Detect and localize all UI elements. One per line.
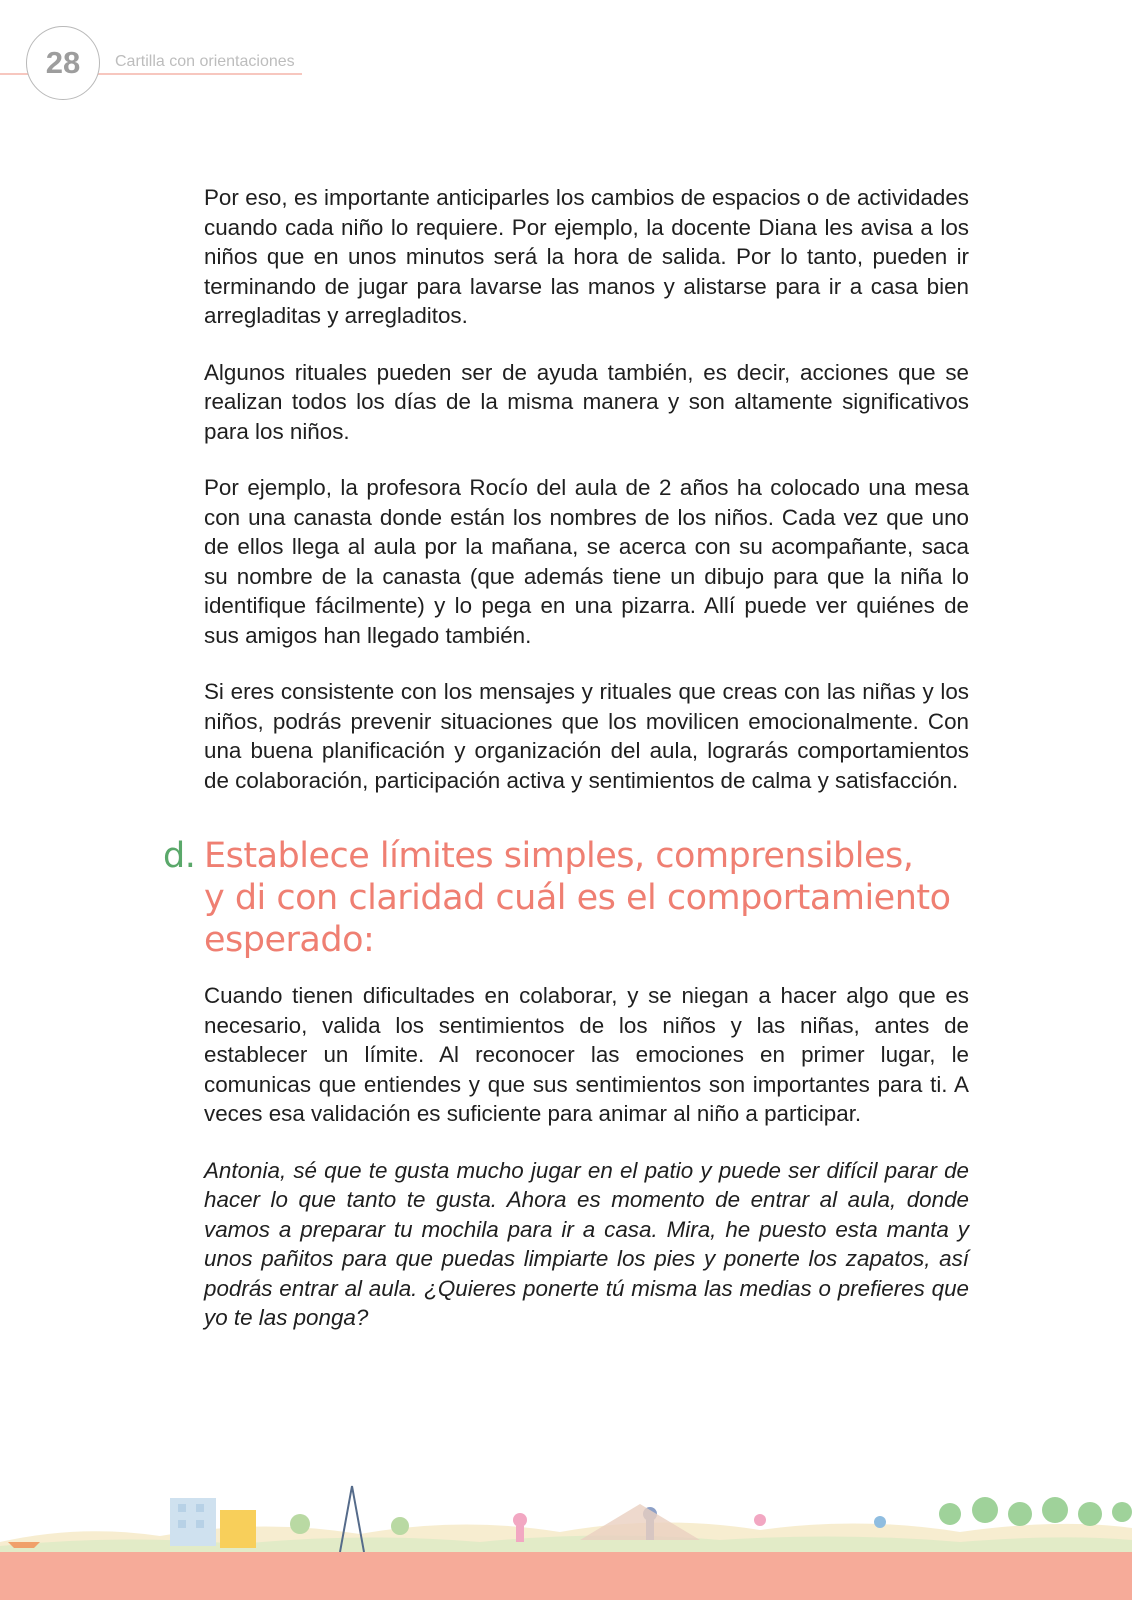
body-paragraph: Cuando tienen dificultades en colaborar, y se niegan a hacer algo que es necesario, valida los sentimientos de los niños y las niñas, antes de establecer un límite. Al reconocer las emociones en primer lugar, le comunicas que entiendes y que sus sentimientos son importantes para ti. A veces esa validación es suficiente para animar al niño a participar. — [204, 983, 969, 1126]
section-title-line: Establece límites simples, comprensibles, — [204, 836, 914, 876]
page-number-badge — [26, 26, 100, 100]
running-title: Cartilla con orientaciones — [115, 53, 295, 70]
main-content — [163, 183, 969, 1360]
section-letter: d. — [163, 836, 196, 876]
section-heading — [163, 835, 969, 961]
footer-band — [0, 1552, 1132, 1600]
body-paragraph: Si eres consistente con los mensajes y rituales que creas con las niñas y los niños, podrás prevenir situaciones que los movilicen emocionalmente. Con una buena planificación y organización del aula, lograrás comportamientos de colaboración, participación activa y sentimientos de calma y satisfacción. — [204, 679, 969, 793]
footer-illustration — [0, 1480, 1132, 1552]
example-quote: Antonia, sé que te gusta mucho jugar en el patio y puede ser difícil parar de hacer lo que tanto te gusta. Ahora es momento de entrar al aula, donde vamos a preparar tu mochila para ir a casa. Mira, he puesto esta manta y unos pañitos para que puedas limpiarte los pies y ponerte los zapatos, así podrás entrar al aula. ¿Quieres ponerte tú misma las medias o prefieres que yo te las ponga? — [204, 1157, 969, 1330]
body-paragraph: Algunos rituales pueden ser de ayuda también, es decir, acciones que se realizan todos los días de la misma manera y son altamente significativos para los niños. — [204, 359, 969, 444]
page-number: 28 — [45, 45, 81, 80]
section-title-line: esperado: — [204, 920, 375, 960]
body-paragraph: Por eso, es importante anticiparles los cambios de espacios o de actividades cuando cada niño lo requiere. Por ejemplo, la docente Diana les avisa a los niños que en unos minutos será la hora de salida. Por lo tanto, pueden ir terminando de jugar para lavarse las manos y alistarse para ir a casa bien arregladitas y arregladitos. — [204, 185, 969, 328]
section-title-line: y di con claridad cuál es el comportamiento — [204, 878, 951, 918]
body-paragraph: Por ejemplo, la profesora Rocío del aula de 2 años ha colocado una mesa con una canasta donde están los nombres de los niños. Cada vez que uno de ellos llega al aula por la mañana, se acerca con su acompañante, saca su nombre de la canasta (que además tiene un dibujo para que la niña lo identifique fácilmente) y lo pega en una pizarra. Allí puede ver quiénes de sus amigos han llegado también. — [204, 475, 969, 648]
